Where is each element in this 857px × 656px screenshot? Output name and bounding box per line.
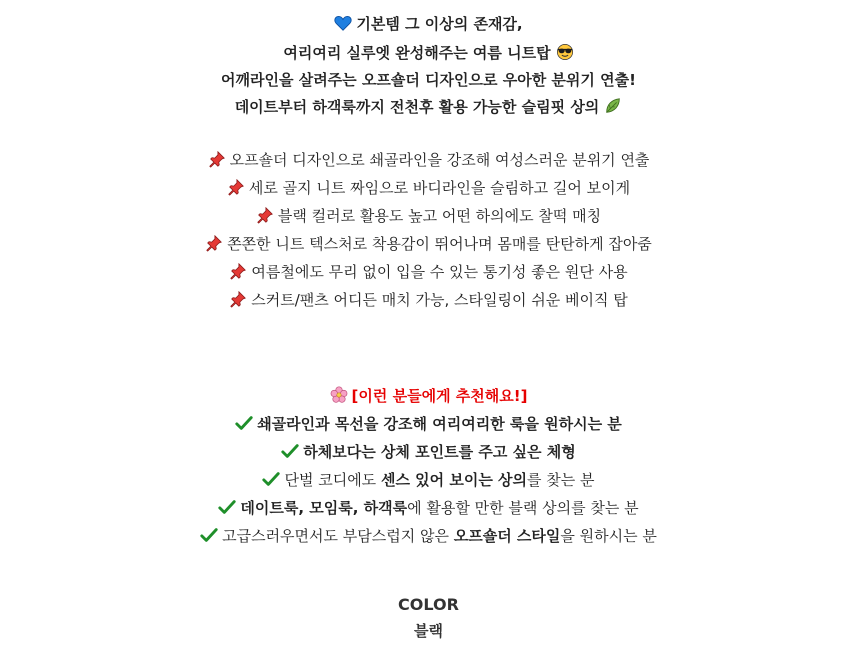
pushpin-icon bbox=[227, 178, 245, 196]
feature-item-1 bbox=[0, 150, 857, 170]
feature-item-2-text: 세로 골지 니트 짜임으로 바디라인을 슬림하고 길어 보이게 bbox=[248, 179, 631, 197]
recommend-item-4 bbox=[0, 498, 857, 518]
pushpin-icon bbox=[205, 234, 223, 252]
recommend-item-5-post: 을 원하시는 분 bbox=[560, 527, 657, 545]
cherry-blossom-icon bbox=[330, 386, 348, 404]
recommend-item-3-post: 를 찾는 분 bbox=[527, 471, 595, 489]
intro-line-2-text: 여리여리 실루엣 완성해주는 여름 니트탑 bbox=[283, 44, 551, 62]
check-mark-icon bbox=[262, 470, 280, 488]
recommend-item-2-bold: 하체보다는 상체 포인트를 주고 싶은 체형 bbox=[303, 443, 576, 461]
sunglasses-icon bbox=[556, 43, 574, 61]
color-value: 블랙 bbox=[414, 622, 443, 640]
feature-item-5-text: 여름철에도 무리 없이 입을 수 있는 통기성 좋은 원단 사용 bbox=[251, 263, 628, 281]
feature-item-1-text: 오프숄더 디자인으로 쇄골라인을 강조해 여성스러운 분위기 연출 bbox=[229, 151, 650, 169]
recommend-item-4-post: 에 활용할 만한 블랙 상의를 찾는 분 bbox=[407, 499, 639, 517]
recommend-heading bbox=[0, 386, 857, 406]
feature-item-4-text: 쫀쫀한 니트 텍스처로 착용감이 뛰어나며 몸매를 탄탄하게 잡아줌 bbox=[227, 235, 652, 253]
intro-line-4 bbox=[0, 97, 857, 117]
check-mark-icon bbox=[235, 414, 253, 432]
pushpin-icon bbox=[256, 206, 274, 224]
recommend-heading-text: [이런 분들에게 추천해요!] bbox=[351, 387, 528, 405]
recommend-item-3-pre: 단벌 코디에도 bbox=[284, 471, 381, 489]
intro-line-1-text: 기본템 그 이상의 존재감, bbox=[356, 15, 523, 33]
recommend-item-5-bold: 오프숄더 스타일 bbox=[453, 527, 561, 545]
feature-item-6 bbox=[0, 290, 857, 310]
feature-item-4 bbox=[0, 234, 857, 254]
recommend-item-2 bbox=[0, 442, 857, 462]
recommend-item-5-pre: 고급스러우면서도 부담스럽지 않은 bbox=[222, 527, 454, 545]
intro-line-2 bbox=[0, 43, 857, 63]
feature-item-6-text: 스커트/팬츠 어디든 매치 가능, 스타일링이 쉬운 베이직 탑 bbox=[251, 291, 628, 309]
recommend-item-1-bold: 쇄골라인과 목선을 강조해 여리여리한 룩을 원하시는 분 bbox=[257, 415, 622, 433]
recommend-item-4-bold: 데이트룩, 모임룩, 하객룩 bbox=[240, 499, 408, 517]
intro-line-3: 어깨라인을 살려주는 오프숄더 디자인으로 우아한 분위기 연출! bbox=[221, 71, 636, 89]
feature-item-5 bbox=[0, 262, 857, 282]
feature-item-3-text: 블랙 컬러로 활용도 높고 어떤 하의에도 찰떡 매칭 bbox=[277, 207, 602, 225]
feature-item-2 bbox=[0, 178, 857, 198]
recommend-item-1 bbox=[0, 414, 857, 434]
intro-line-4-text: 데이트부터 하객룩까지 전천후 활용 가능한 슬림핏 상의 bbox=[234, 98, 600, 116]
pushpin-icon bbox=[208, 150, 226, 168]
feature-item-3 bbox=[0, 206, 857, 226]
check-mark-icon bbox=[200, 526, 218, 544]
leaf-icon bbox=[604, 97, 622, 115]
intro-line-1 bbox=[0, 14, 857, 34]
recommend-item-3-bold: 센스 있어 보이는 상의 bbox=[380, 471, 528, 489]
blue-heart-icon bbox=[334, 14, 352, 32]
pushpin-icon bbox=[229, 290, 247, 308]
check-mark-icon bbox=[218, 498, 236, 516]
color-label: COLOR bbox=[398, 595, 459, 614]
pushpin-icon bbox=[229, 262, 247, 280]
check-mark-icon bbox=[281, 442, 299, 460]
recommend-item-3 bbox=[0, 470, 857, 490]
recommend-item-5 bbox=[0, 526, 857, 546]
